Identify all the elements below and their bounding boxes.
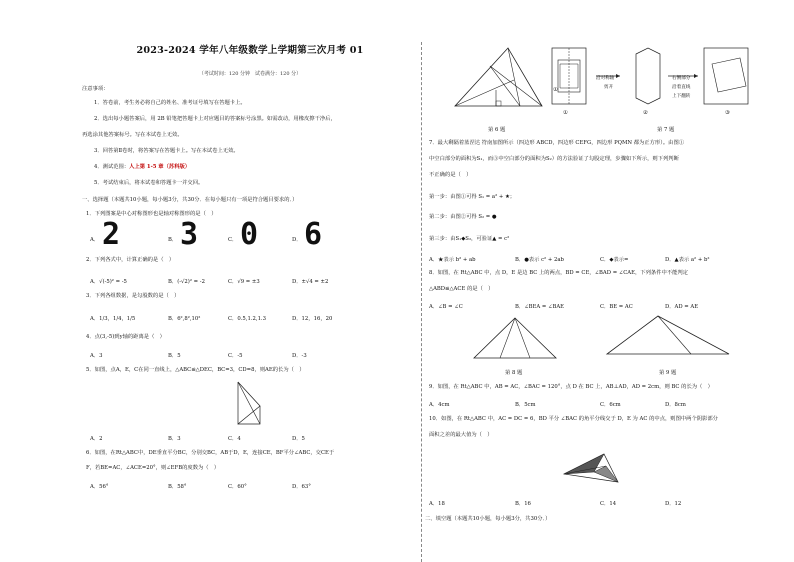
fig7-label-cut: 沿对称轴: [596, 76, 615, 81]
q1-option-a-label: A．: [90, 237, 100, 243]
note-2-cont: 再选涂其他答案标号。写在本试卷上无效。: [82, 132, 183, 138]
q9-option-a: A．4cm: [429, 402, 450, 408]
figure-8: [470, 314, 560, 364]
figure-10: [560, 446, 630, 490]
q8-option-a: A．∠B = ∠C: [429, 304, 463, 310]
q4-option-c: C．-5: [228, 353, 243, 359]
q7-line-1: 7．最大剩隔着蓝涅达 符南加图所示（四边形 ABCD，四边形 CEFG，四边形 PQMN 都为正方形）。由图①: [429, 140, 685, 146]
note-2: 2．选出每小题答案后，用 2B 铅笔把答题卡上对应题目的答案标号涂黑。如需改动，用橡皮擦干净后，: [94, 116, 336, 122]
q1-option-c-label: C．: [228, 237, 238, 243]
q9-option-d: D．8cm: [665, 402, 686, 408]
q10-stem-line2: 面积之差的最大值为（ ）: [429, 432, 493, 438]
q7-step-3: 第三步：由S₁◆S₂，可验证▲ = c²: [429, 236, 510, 242]
q10-option-b: B．16: [515, 501, 531, 507]
q4-option-d: D．-3: [292, 353, 307, 359]
fig7-label-1: ①: [553, 87, 558, 93]
q7-option-b: B．●表示 c² + 2ab: [515, 257, 564, 263]
fig7-label-cut-2: 剪开: [604, 85, 614, 90]
test-scope: 人上第 1-5 章（苏科版）: [129, 164, 191, 170]
q3-option-b: B．6²,8²,10²: [168, 316, 201, 322]
q7-step-2: 第二步：由图②可得 S₂ = ●: [429, 214, 497, 220]
q5-option-b: B．3: [168, 436, 181, 442]
section-1-heading: 一、选择题（本题共10小题，每小题3分，共30分．在每小题只有一项是符合题目要求的．）: [82, 197, 298, 203]
q7-line-2: 中空白部分的面积为S₁，而③中空白部分的面积为S₂）的方法验证了勾股定理，步骤如下所示，则下列判断: [429, 156, 679, 162]
figure-6-caption: 第 6 题: [488, 127, 506, 133]
q1-option-d-label: D．: [292, 237, 302, 243]
exam-title: 2023-2024 学年八年级数学上学期第三次月考 01: [136, 45, 364, 56]
q2-option-c: C．√9 = ±3: [228, 279, 260, 285]
q8-stem-line1: 8．如图，在 Rt△ABC 中，点 D，E 是边 BC 上的两点，BD = CE，∠BAD = ∠CAE，下列条件中不能判定: [429, 270, 688, 276]
q8-option-d: D．AD = AE: [665, 304, 699, 310]
note-1: 1．答卷前，考生务必将自己的姓名、准考证号填写在答题卡上。: [94, 100, 246, 106]
q9-option-c: C．6cm: [600, 402, 621, 408]
figure-8-caption: 第 8 题: [505, 370, 523, 376]
q1-option-b-glyph: 3: [180, 217, 199, 252]
q6-option-b: B．58°: [168, 484, 187, 490]
figure-7: [550, 44, 760, 114]
q5-option-d: D．5: [292, 436, 305, 442]
q5-stem: 5．如图，点A，E，C在同一直线上，△ABC≌△DEC，BC=3，CD=8，则AE的长为（ ）: [86, 367, 305, 373]
fig7-label-flip: 右侧部分: [672, 76, 691, 81]
q4-option-b: B．5: [168, 353, 181, 359]
exam-subtitle: （考试时间：120 分钟 试卷满分：120 分）: [198, 71, 302, 77]
q3-option-a: A．1/3，1/4，1/5: [90, 316, 136, 322]
note-5: 5．考试结束后，将本试卷和答题卡一并交回。: [94, 180, 204, 186]
figure-9-caption: 第 9 题: [659, 370, 677, 376]
figure-9: [603, 312, 733, 358]
figure-6: [450, 44, 550, 114]
q3-stem: 3．下列各组数据，是勾股数的是（ ）: [86, 293, 180, 299]
q3-option-d: D．12，16，20: [292, 316, 333, 322]
q5-option-c: C．4: [228, 436, 241, 442]
fig7-label-flip-3: 上下翻转: [672, 94, 691, 99]
q10-stem-line1: 10．如图，在 Rt△ABC 中，AC = DC = 6，BD 平分 ∠BAC 的角平分线交于 D，E 为 AC 的中点，则图中两个阴影部分: [429, 416, 718, 422]
q6-stem-line1: 6．如图，在Rt△ABC中，DE垂直平分BC，分别交BC，AB于D，E，连接CE，BF平分∠ABC，交CE于: [86, 450, 335, 456]
q7-option-d: D．▲表示 a² + b²: [665, 257, 710, 263]
note-3: 3．回答第Ⅱ卷时，将答案写在答题卡上。写在本试卷上无效。: [94, 148, 239, 154]
q6-option-a: A．56°: [90, 484, 109, 490]
q8-option-b: B．∠BEA = ∠BAE: [515, 304, 565, 310]
q2-option-d: D．±√4 = ±2: [292, 279, 329, 285]
q7-step-1: 第一步：由图①可得 S₁ = a² + ★；: [429, 194, 516, 200]
q7-option-c: C．◆表示=: [600, 257, 629, 263]
note-4: 4．测试范围：人上第 1-5 章（苏科版）: [94, 164, 191, 170]
q7-option-a: A．★表示 b² + ab: [429, 257, 476, 263]
section-2-heading: 二、填空题（本题共10小题，每小题3分，共30分．）: [425, 516, 551, 522]
q2-option-a: A．√(-5)² = -5: [90, 279, 127, 285]
q10-option-a: A．18: [429, 501, 445, 507]
notes-heading: 注意事项：: [82, 86, 109, 92]
q2-option-b: B．(-√2)² = -2: [168, 279, 205, 285]
q7-line-3: 不正确的是（ ）: [429, 172, 472, 178]
q1-option-c-glyph: 0: [240, 217, 259, 252]
q10-option-c: C．14: [600, 501, 617, 507]
q5-figure: [230, 378, 270, 428]
q1-option-d-glyph: 6: [304, 217, 323, 252]
q4-option-a: A．3: [90, 353, 103, 359]
q8-stem-line2: △ABD≌△ACE 的是（ ）: [429, 286, 494, 292]
q1-option-b-label: B．: [168, 237, 178, 243]
figure-7-caption: 第 7 题: [657, 127, 675, 133]
q5-option-a: A．2: [90, 436, 103, 442]
column-divider: [421, 42, 422, 562]
fig7-label-1b: ①: [563, 110, 568, 116]
q9-option-b: B．5cm: [515, 402, 536, 408]
fig7-label-flip-2: 沿着直线: [672, 85, 691, 90]
q1-stem: 1．下列图案是中心对称图形也是轴对称图形的是（ ）: [86, 211, 217, 217]
q10-option-d: D．12: [665, 501, 682, 507]
fig7-label-2: ②: [643, 110, 648, 116]
q4-stem: 4．点(3,-5)到y轴的距离是（ ）: [86, 334, 165, 340]
fig7-label-3: ③: [725, 110, 730, 116]
q2-stem: 2．下列各式中，计算正确的是（ ）: [86, 257, 175, 263]
q1-option-a-glyph: 2: [102, 217, 121, 252]
q8-option-c: C．BE = AC: [600, 304, 633, 310]
q6-option-d: D．63°: [292, 484, 311, 490]
q6-option-c: C．60°: [228, 484, 247, 490]
q6-stem-line2: F，若BE=AC，∠ACE=20°，则∠EFB的度数为（ ）: [86, 465, 220, 471]
q3-option-c: C．0.5,1.2,1.3: [228, 316, 266, 322]
q9-stem: 9．如图，在 Rt△ABC 中，AB = AC，∠BAC = 120°，点 D 在 BC 上，AB⊥AD，AD = 2cm，则 BC 的长为（ ）: [429, 384, 713, 390]
